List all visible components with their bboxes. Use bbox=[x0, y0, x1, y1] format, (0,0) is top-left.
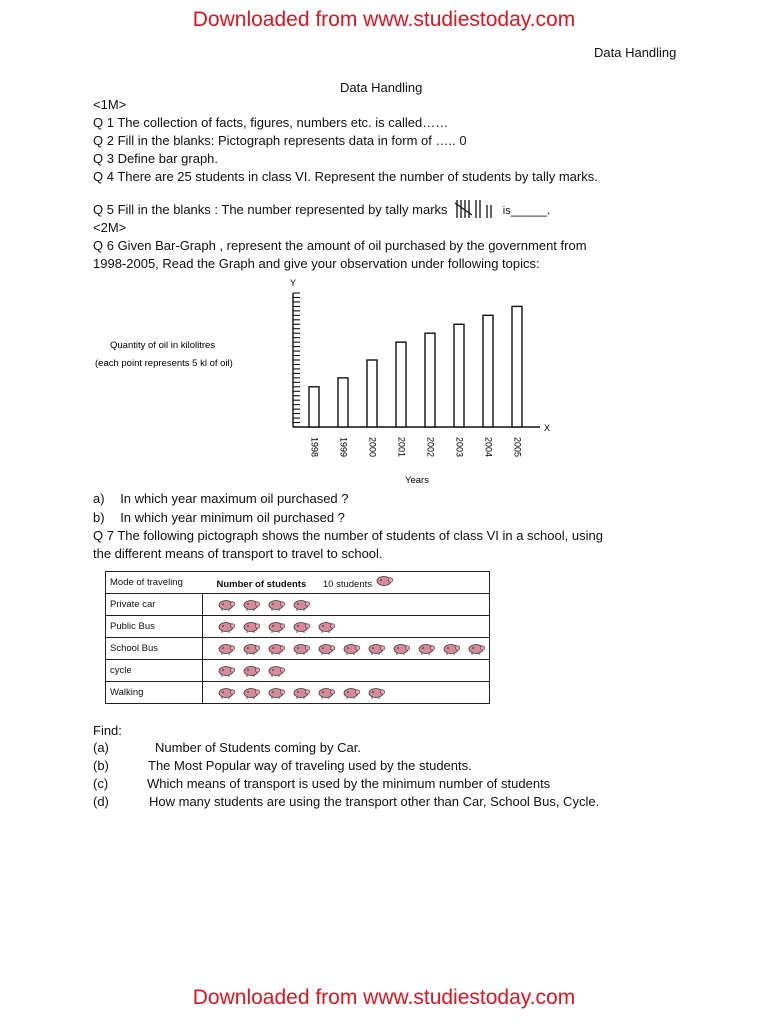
bar-2001 bbox=[396, 342, 406, 427]
pictograph-row bbox=[106, 660, 490, 682]
pictograph-row bbox=[106, 616, 490, 638]
question-6b-text: In which year minimum oil purchased ? bbox=[120, 510, 345, 525]
pig-icon bbox=[242, 621, 260, 633]
x-labels bbox=[310, 437, 523, 457]
pig-icon bbox=[342, 643, 360, 655]
y-ticks bbox=[293, 293, 300, 427]
question-4: Q 4 There are 25 students in class VI. Represent the number of students by tally marks. bbox=[93, 169, 598, 184]
question-6b bbox=[93, 509, 345, 526]
question-6b-label: b) bbox=[93, 510, 105, 525]
bottom-download-banner: Downloaded from www.studiestoday.com bbox=[192, 986, 576, 1009]
student-icons-cell bbox=[203, 638, 490, 660]
chart-ylabel: Quantity of oil in kilolitres bbox=[110, 340, 216, 351]
pictograph-table bbox=[105, 571, 490, 704]
student-icons-cell bbox=[203, 660, 490, 682]
pig-icon bbox=[317, 643, 335, 655]
find-title: Find: bbox=[93, 723, 122, 738]
transport-mode: Walking bbox=[106, 682, 203, 704]
pig-icon bbox=[375, 575, 393, 587]
pig-icon bbox=[292, 643, 310, 655]
pig-icon bbox=[267, 621, 285, 633]
pig-icon bbox=[217, 599, 235, 611]
pig-icon bbox=[217, 643, 235, 655]
find-d-text: How many students are using the transport other than Car, School Bus, Cycle. bbox=[149, 794, 600, 809]
bars bbox=[309, 306, 522, 427]
bar-2002 bbox=[425, 333, 435, 427]
x-axis-letter: X bbox=[544, 423, 551, 433]
x-tick-label: 2003 bbox=[454, 436, 465, 458]
pig-icon bbox=[217, 687, 235, 699]
student-icons-cell bbox=[203, 616, 490, 638]
bar-1998 bbox=[309, 387, 319, 427]
pig-icon bbox=[217, 665, 235, 677]
pictograph-row bbox=[106, 638, 490, 660]
pig-icon bbox=[292, 621, 310, 633]
pig-icon bbox=[242, 665, 260, 677]
pig-icon bbox=[267, 643, 285, 655]
find-a-label: (a) bbox=[93, 740, 109, 755]
header-count-cell bbox=[203, 572, 490, 594]
student-icons-cell bbox=[203, 682, 490, 704]
x-tick-label: 2005 bbox=[512, 436, 523, 458]
pig-icon bbox=[442, 643, 460, 655]
find-a bbox=[93, 739, 361, 756]
bar-2003 bbox=[454, 324, 464, 427]
question-5-blank: _____. bbox=[510, 202, 551, 217]
pig-icon bbox=[292, 599, 310, 611]
pig-icon bbox=[367, 643, 385, 655]
x-tick-label: 2001 bbox=[396, 436, 407, 458]
bar-2000 bbox=[367, 360, 377, 427]
question-5-suffix: is bbox=[502, 205, 511, 217]
question-7-line1: Q 7 The following pictograph shows the number of students of class VI in a school, using bbox=[93, 528, 603, 543]
header-right: Data Handling bbox=[594, 45, 677, 60]
x-tick-label: 1999 bbox=[338, 436, 349, 458]
pig-icon bbox=[267, 687, 285, 699]
question-7-line2: the different means of transport to travel to school. bbox=[93, 546, 383, 561]
pig-icon bbox=[242, 687, 260, 699]
header-mode: Mode of traveling bbox=[106, 572, 203, 594]
find-b bbox=[93, 757, 472, 774]
tally-marks-icon bbox=[454, 199, 496, 219]
find-c bbox=[93, 775, 551, 792]
header-count: Number of students bbox=[216, 579, 307, 590]
bar-2004 bbox=[483, 315, 493, 427]
bar-2005 bbox=[512, 306, 522, 427]
find-b-text: The Most Popular way of traveling used by the students. bbox=[148, 758, 472, 773]
find-d bbox=[93, 793, 600, 810]
pig-icon bbox=[367, 687, 385, 699]
question-5 bbox=[93, 199, 551, 220]
x-tick-label: 2004 bbox=[483, 436, 494, 458]
question-1: Q 1 The collection of facts, figures, numbers etc. is called…… bbox=[93, 115, 449, 130]
pig-icon bbox=[342, 687, 360, 699]
find-c-label: (c) bbox=[93, 776, 109, 791]
top-download-banner: Downloaded from www.studiestoday.com bbox=[192, 8, 576, 31]
pictograph-row bbox=[106, 682, 490, 704]
question-2: Q 2 Fill in the blanks: Pictograph represents data in form of ….. 0 bbox=[93, 133, 467, 148]
find-b-label: (b) bbox=[93, 758, 109, 773]
pig-icon bbox=[417, 643, 435, 655]
x-tick-label: 2000 bbox=[367, 436, 378, 458]
pictograph-row bbox=[106, 594, 490, 616]
chart-ylabel-note: (each point represents 5 kl of oil) bbox=[95, 358, 233, 369]
pig-icon bbox=[217, 621, 235, 633]
pictograph-header-row bbox=[106, 572, 490, 594]
question-6-line2: 1998-2005, Read the Graph and give your observation under following topics: bbox=[93, 256, 540, 271]
pig-icon bbox=[392, 643, 410, 655]
section-2m: <2M> bbox=[93, 220, 127, 235]
transport-mode: cycle bbox=[106, 660, 203, 682]
student-icons-cell bbox=[203, 594, 490, 616]
chart-xlabel: Years bbox=[405, 475, 429, 486]
transport-mode: Private car bbox=[106, 594, 203, 616]
oil-bar-chart bbox=[85, 275, 565, 490]
question-6a-text: In which year maximum oil purchased ? bbox=[120, 491, 349, 506]
y-axis-letter: Y bbox=[290, 278, 297, 288]
pig-icon bbox=[267, 665, 285, 677]
find-d-label: (d) bbox=[93, 794, 109, 809]
question-5-text: Q 5 Fill in the blanks : The number represented by tally marks bbox=[93, 202, 448, 217]
pig-icon bbox=[242, 643, 260, 655]
page-title: Data Handling bbox=[340, 80, 423, 95]
header-key: 10 students bbox=[322, 579, 372, 590]
question-6a-label: a) bbox=[93, 491, 105, 506]
pig-icon bbox=[242, 599, 260, 611]
question-3: Q 3 Define bar graph. bbox=[93, 151, 219, 166]
x-tick-label: 1998 bbox=[309, 436, 320, 458]
x-tick-label: 2002 bbox=[425, 436, 436, 458]
pig-icon bbox=[317, 687, 335, 699]
section-1m: <1M> bbox=[93, 97, 127, 112]
question-6a bbox=[93, 490, 349, 507]
transport-mode: School Bus bbox=[106, 638, 203, 660]
transport-mode: Public Bus bbox=[106, 616, 203, 638]
bar-1999 bbox=[338, 378, 348, 427]
question-6-line1: Q 6 Given Bar-Graph , represent the amount of oil purchased by the government from bbox=[93, 238, 587, 253]
find-a-text: Number of Students coming by Car. bbox=[155, 740, 361, 755]
pig-icon bbox=[267, 599, 285, 611]
pig-icon bbox=[467, 643, 485, 655]
pig-icon bbox=[317, 621, 335, 633]
pig-icon bbox=[292, 687, 310, 699]
find-c-text: Which means of transport is used by the minimum number of students bbox=[147, 776, 551, 791]
